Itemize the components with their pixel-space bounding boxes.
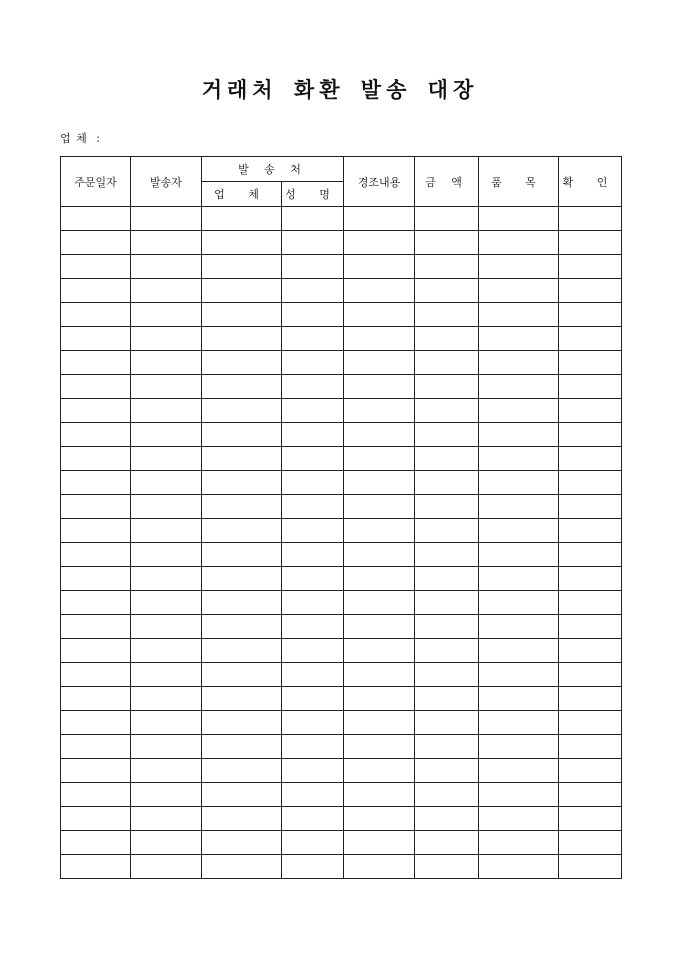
occasion-cell (344, 399, 415, 423)
order-date-cell (61, 591, 131, 615)
sender-cell (131, 591, 202, 615)
confirm-cell (559, 831, 622, 855)
confirm-cell (559, 687, 622, 711)
sender-cell (131, 831, 202, 855)
sender-cell (131, 519, 202, 543)
table-row (61, 351, 622, 375)
order-date-cell (61, 279, 131, 303)
table-row (61, 399, 622, 423)
amount-cell (415, 831, 479, 855)
recipient-company-cell (202, 831, 282, 855)
table-row (61, 279, 622, 303)
item-cell (479, 519, 559, 543)
sender-cell (131, 471, 202, 495)
confirm-cell (559, 471, 622, 495)
order-date-cell (61, 519, 131, 543)
recipient-name-cell (282, 327, 344, 351)
recipient-name-cell (282, 255, 344, 279)
confirm-cell (559, 495, 622, 519)
occasion-cell (344, 279, 415, 303)
table-row (61, 423, 622, 447)
item-cell (479, 759, 559, 783)
item-cell (479, 447, 559, 471)
table-row (61, 495, 622, 519)
sender-cell (131, 327, 202, 351)
header-item: 품 목 (479, 157, 559, 207)
item-cell (479, 303, 559, 327)
occasion-cell (344, 639, 415, 663)
recipient-company-cell (202, 687, 282, 711)
occasion-cell (344, 831, 415, 855)
recipient-company-cell (202, 663, 282, 687)
recipient-company-cell (202, 615, 282, 639)
item-cell (479, 543, 559, 567)
order-date-cell (61, 423, 131, 447)
order-date-cell (61, 687, 131, 711)
recipient-company-cell (202, 783, 282, 807)
occasion-cell (344, 351, 415, 375)
confirm-cell (559, 759, 622, 783)
occasion-cell (344, 615, 415, 639)
item-cell (479, 855, 559, 879)
confirm-cell (559, 519, 622, 543)
header-sender: 발송자 (131, 157, 202, 207)
recipient-name-cell (282, 687, 344, 711)
item-cell (479, 207, 559, 231)
order-date-cell (61, 399, 131, 423)
occasion-cell (344, 471, 415, 495)
amount-cell (415, 639, 479, 663)
occasion-cell (344, 303, 415, 327)
amount-cell (415, 303, 479, 327)
item-cell (479, 639, 559, 663)
recipient-name-cell (282, 423, 344, 447)
order-date-cell (61, 759, 131, 783)
confirm-cell (559, 663, 622, 687)
recipient-name-cell (282, 207, 344, 231)
sender-cell (131, 807, 202, 831)
recipient-name-cell (282, 783, 344, 807)
amount-cell (415, 255, 479, 279)
table-row (61, 255, 622, 279)
sender-cell (131, 447, 202, 471)
header-recipient-group: 발 송 처 (202, 157, 344, 182)
confirm-cell (559, 783, 622, 807)
order-date-cell (61, 831, 131, 855)
table-row (61, 639, 622, 663)
item-cell (479, 351, 559, 375)
item-cell (479, 663, 559, 687)
recipient-name-cell (282, 831, 344, 855)
confirm-cell (559, 231, 622, 255)
confirm-cell (559, 807, 622, 831)
sender-cell (131, 231, 202, 255)
confirm-cell (559, 255, 622, 279)
order-date-cell (61, 783, 131, 807)
recipient-company-cell (202, 447, 282, 471)
recipient-name-cell (282, 855, 344, 879)
recipient-name-cell (282, 543, 344, 567)
recipient-name-cell (282, 807, 344, 831)
occasion-cell (344, 231, 415, 255)
recipient-company-cell (202, 327, 282, 351)
item-cell (479, 471, 559, 495)
item-cell (479, 495, 559, 519)
sender-cell (131, 687, 202, 711)
occasion-cell (344, 591, 415, 615)
amount-cell (415, 807, 479, 831)
sender-cell (131, 351, 202, 375)
header-confirm: 확 인 (559, 157, 622, 207)
confirm-cell (559, 543, 622, 567)
amount-cell (415, 231, 479, 255)
table-row (61, 855, 622, 879)
table-row (61, 519, 622, 543)
confirm-cell (559, 591, 622, 615)
confirm-cell (559, 567, 622, 591)
sender-cell (131, 495, 202, 519)
order-date-cell (61, 567, 131, 591)
order-date-cell (61, 615, 131, 639)
amount-cell (415, 783, 479, 807)
item-cell (479, 567, 559, 591)
recipient-name-cell (282, 519, 344, 543)
recipient-name-cell (282, 399, 344, 423)
occasion-cell (344, 423, 415, 447)
item-cell (479, 831, 559, 855)
occasion-cell (344, 807, 415, 831)
item-cell (479, 375, 559, 399)
amount-cell (415, 207, 479, 231)
order-date-cell (61, 639, 131, 663)
table-row (61, 663, 622, 687)
order-date-cell (61, 711, 131, 735)
amount-cell (415, 567, 479, 591)
amount-cell (415, 735, 479, 759)
amount-cell (415, 687, 479, 711)
sender-cell (131, 543, 202, 567)
recipient-name-cell (282, 663, 344, 687)
sender-cell (131, 255, 202, 279)
table-row (61, 543, 622, 567)
recipient-company-cell (202, 423, 282, 447)
order-date-cell (61, 303, 131, 327)
occasion-cell (344, 759, 415, 783)
recipient-name-cell (282, 447, 344, 471)
sender-cell (131, 759, 202, 783)
order-date-cell (61, 351, 131, 375)
confirm-cell (559, 639, 622, 663)
table-row (61, 231, 622, 255)
sender-cell (131, 711, 202, 735)
table-row (61, 375, 622, 399)
sender-cell (131, 375, 202, 399)
confirm-cell (559, 303, 622, 327)
header-order-date: 주문일자 (61, 157, 131, 207)
confirm-cell (559, 399, 622, 423)
ledger-body (61, 207, 622, 879)
item-cell (479, 711, 559, 735)
table-row (61, 303, 622, 327)
recipient-company-cell (202, 807, 282, 831)
item-cell (479, 615, 559, 639)
header-recipient-company: 업 체 (202, 182, 282, 207)
recipient-company-cell (202, 711, 282, 735)
order-date-cell (61, 543, 131, 567)
item-cell (479, 423, 559, 447)
item-cell (479, 735, 559, 759)
recipient-company-cell (202, 255, 282, 279)
sender-cell (131, 207, 202, 231)
recipient-name-cell (282, 351, 344, 375)
recipient-company-cell (202, 303, 282, 327)
table-row (61, 735, 622, 759)
item-cell (479, 231, 559, 255)
order-date-cell (61, 255, 131, 279)
header-occasion: 경조내용 (344, 157, 415, 207)
item-cell (479, 279, 559, 303)
shipment-ledger-table (60, 156, 622, 879)
occasion-cell (344, 447, 415, 471)
order-date-cell (61, 231, 131, 255)
item-cell (479, 783, 559, 807)
table-row (61, 327, 622, 351)
sender-cell (131, 567, 202, 591)
order-date-cell (61, 471, 131, 495)
occasion-cell (344, 735, 415, 759)
amount-cell (415, 615, 479, 639)
order-date-cell (61, 447, 131, 471)
sender-cell (131, 663, 202, 687)
confirm-cell (559, 351, 622, 375)
amount-cell (415, 327, 479, 351)
table-row (61, 567, 622, 591)
amount-cell (415, 759, 479, 783)
amount-cell (415, 711, 479, 735)
recipient-company-cell (202, 351, 282, 375)
sender-cell (131, 279, 202, 303)
order-date-cell (61, 735, 131, 759)
recipient-name-cell (282, 591, 344, 615)
recipient-name-cell (282, 471, 344, 495)
order-date-cell (61, 855, 131, 879)
recipient-company-cell (202, 279, 282, 303)
table-row (61, 615, 622, 639)
confirm-cell (559, 375, 622, 399)
occasion-cell (344, 663, 415, 687)
occasion-cell (344, 519, 415, 543)
amount-cell (415, 591, 479, 615)
amount-cell (415, 495, 479, 519)
recipient-name-cell (282, 639, 344, 663)
company-colon: : (96, 132, 101, 145)
amount-cell (415, 423, 479, 447)
recipient-company-cell (202, 591, 282, 615)
recipient-name-cell (282, 375, 344, 399)
occasion-cell (344, 783, 415, 807)
sender-cell (131, 399, 202, 423)
occasion-cell (344, 567, 415, 591)
amount-cell (415, 519, 479, 543)
occasion-cell (344, 711, 415, 735)
amount-cell (415, 663, 479, 687)
occasion-cell (344, 495, 415, 519)
header-recipient-name: 성 명 (282, 182, 344, 207)
item-cell (479, 399, 559, 423)
recipient-name-cell (282, 567, 344, 591)
occasion-cell (344, 207, 415, 231)
recipient-company-cell (202, 207, 282, 231)
recipient-name-cell (282, 711, 344, 735)
order-date-cell (61, 327, 131, 351)
amount-cell (415, 375, 479, 399)
confirm-cell (559, 855, 622, 879)
table-row (61, 687, 622, 711)
confirm-cell (559, 735, 622, 759)
recipient-company-cell (202, 495, 282, 519)
confirm-cell (559, 207, 622, 231)
confirm-cell (559, 423, 622, 447)
table-row (61, 783, 622, 807)
recipient-name-cell (282, 735, 344, 759)
confirm-cell (559, 615, 622, 639)
table-row (61, 207, 622, 231)
recipient-company-cell (202, 375, 282, 399)
order-date-cell (61, 207, 131, 231)
recipient-company-cell (202, 543, 282, 567)
sender-cell (131, 855, 202, 879)
amount-cell (415, 351, 479, 375)
recipient-name-cell (282, 303, 344, 327)
occasion-cell (344, 687, 415, 711)
header-amount: 금 액 (415, 157, 479, 207)
header-row-top (61, 157, 622, 182)
item-cell (479, 807, 559, 831)
item-cell (479, 255, 559, 279)
confirm-cell (559, 327, 622, 351)
page-title: 거래처 화환 발송 대장 (201, 77, 479, 102)
sender-cell (131, 783, 202, 807)
order-date-cell (61, 807, 131, 831)
recipient-company-cell (202, 639, 282, 663)
occasion-cell (344, 255, 415, 279)
sender-cell (131, 423, 202, 447)
item-cell (479, 327, 559, 351)
order-date-cell (61, 375, 131, 399)
amount-cell (415, 855, 479, 879)
item-cell (479, 687, 559, 711)
item-cell (479, 591, 559, 615)
recipient-company-cell (202, 519, 282, 543)
amount-cell (415, 447, 479, 471)
recipient-company-cell (202, 231, 282, 255)
sender-cell (131, 615, 202, 639)
occasion-cell (344, 375, 415, 399)
table-row (61, 447, 622, 471)
confirm-cell (559, 279, 622, 303)
recipient-name-cell (282, 495, 344, 519)
recipient-name-cell (282, 279, 344, 303)
recipient-name-cell (282, 759, 344, 783)
recipient-company-cell (202, 855, 282, 879)
confirm-cell (559, 447, 622, 471)
table-row (61, 807, 622, 831)
occasion-cell (344, 543, 415, 567)
recipient-name-cell (282, 615, 344, 639)
table-row (61, 711, 622, 735)
recipient-name-cell (282, 231, 344, 255)
order-date-cell (61, 495, 131, 519)
recipient-company-cell (202, 735, 282, 759)
recipient-company-cell (202, 471, 282, 495)
order-date-cell (61, 663, 131, 687)
table-row (61, 471, 622, 495)
recipient-company-cell (202, 567, 282, 591)
company-line (60, 130, 101, 146)
table-row (61, 759, 622, 783)
company-label: 업 체 (60, 132, 88, 145)
sender-cell (131, 735, 202, 759)
occasion-cell (344, 327, 415, 351)
amount-cell (415, 399, 479, 423)
recipient-company-cell (202, 399, 282, 423)
sender-cell (131, 639, 202, 663)
amount-cell (415, 279, 479, 303)
amount-cell (415, 543, 479, 567)
confirm-cell (559, 711, 622, 735)
sender-cell (131, 303, 202, 327)
recipient-company-cell (202, 759, 282, 783)
table-row (61, 591, 622, 615)
amount-cell (415, 471, 479, 495)
table-row (61, 831, 622, 855)
occasion-cell (344, 855, 415, 879)
